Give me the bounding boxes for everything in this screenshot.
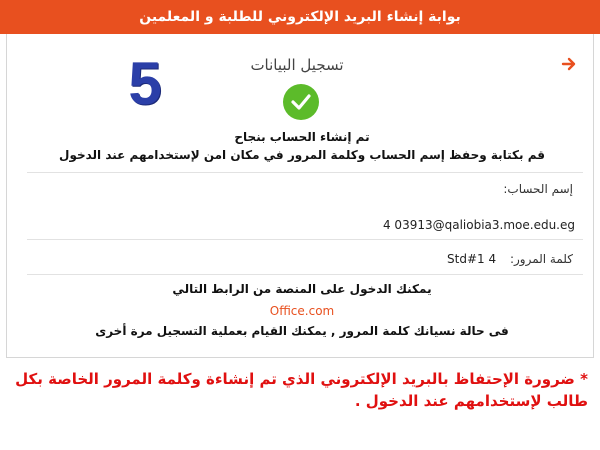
check-icon bbox=[283, 84, 319, 120]
registration-card bbox=[6, 34, 594, 358]
password-row bbox=[447, 252, 573, 266]
account-label: إسم الحساب: bbox=[503, 182, 573, 196]
instruction-message: قم بكتابة وحفظ إسم الحساب وكلمة المرور في مكان امن لإستخدامهم عند الدخول bbox=[59, 148, 545, 162]
divider bbox=[27, 172, 583, 173]
success-message: تم إنشاء الحساب بنجاح bbox=[234, 130, 370, 144]
office-link[interactable]: Office.com bbox=[269, 304, 335, 318]
important-note: * ضرورة الإحتفاظ بالبريد الإلكتروني الذي تم إنشاءة وكلمة المرور الخاصة بكل طالب لإستخدامهم عند الدخول . bbox=[15, 370, 588, 410]
forgot-password-note: فى حالة نسيانك كلمة المرور , يمكنك القيام بعملية التسجيل مرة أخرى bbox=[95, 324, 509, 338]
login-instruction: يمكنك الدخول على المنصة من الرابط التالي bbox=[172, 282, 432, 296]
divider bbox=[27, 239, 583, 240]
portal-header bbox=[0, 0, 600, 34]
step-number: 5 bbox=[128, 50, 162, 117]
portal-title: بوابة إنشاء البريد الإلكتروني للطلبة و المعلمين bbox=[139, 9, 461, 25]
divider bbox=[27, 274, 583, 275]
password-label: كلمة المرور: bbox=[509, 252, 573, 266]
arrow-right-icon[interactable] bbox=[561, 56, 577, 72]
account-email: 4 03913@qaliobia3.moe.edu.eg bbox=[382, 218, 575, 232]
section-title: تسجيل البيانات bbox=[250, 56, 344, 74]
password-value: Std#1 4 bbox=[447, 252, 497, 266]
